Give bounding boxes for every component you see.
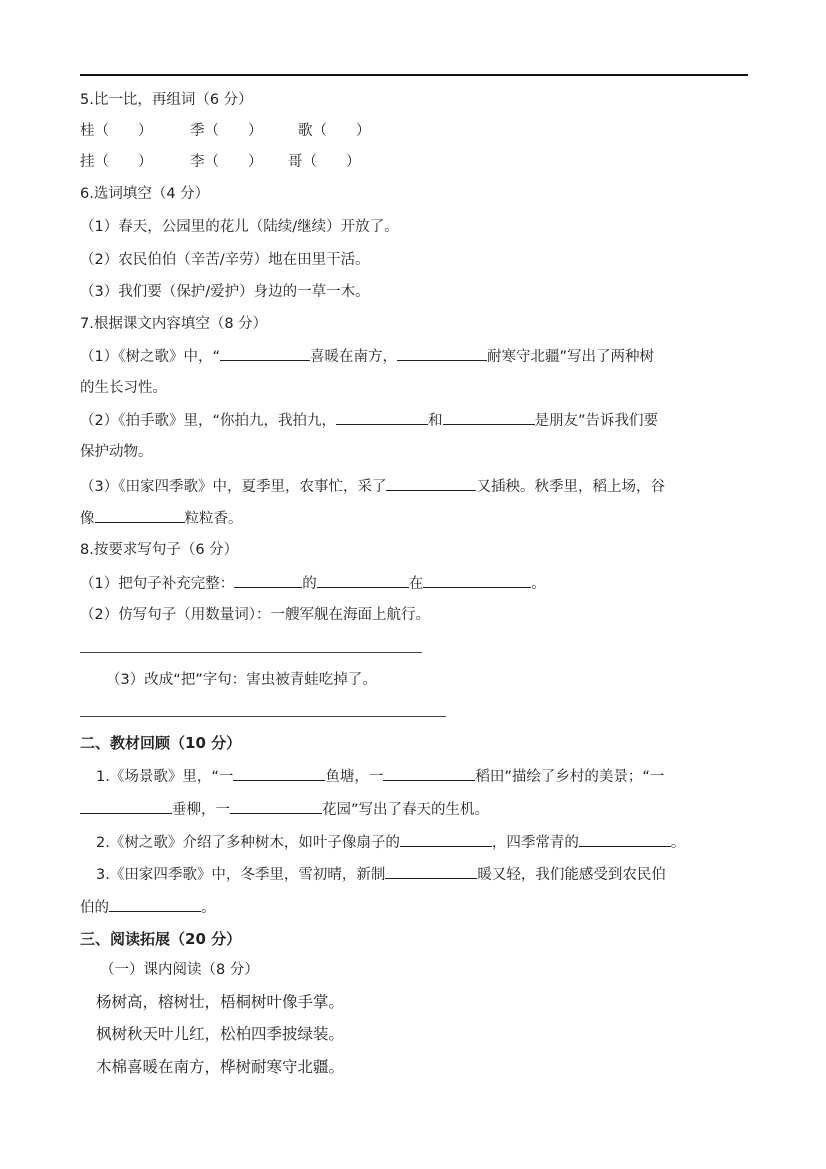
q7-title: 7.根据课文内容填空（8 分） <box>80 316 268 332</box>
q8-item-3: （3）改成“把”字句：害虫被青蛙吃掉了。 <box>106 672 377 688</box>
text: 耐寒守北疆”写出了两种树 <box>487 349 655 365</box>
text: 。 <box>531 576 546 592</box>
q6-title: 6.选词填空（4 分） <box>80 186 210 202</box>
s2-item-1 <box>96 766 664 787</box>
q5-title: 5.比一比，再组词（6 分） <box>80 92 253 108</box>
text: 。 <box>201 900 216 916</box>
poem-line: 木棉喜暖在南方，桦树耐寒守北疆。 <box>96 1058 345 1076</box>
q6-item: （3）我们要（保护/爱护）身边的一草一木。 <box>80 284 370 300</box>
answer-blank[interactable] <box>397 346 487 361</box>
s2-item-3 <box>96 864 666 885</box>
answer-blank[interactable] <box>80 799 172 814</box>
s2-item-1-cont <box>80 799 489 820</box>
q8-item-1 <box>80 573 546 594</box>
char-item: 桂（ ） <box>80 123 153 139</box>
text: 1.《场景歌》里，“一 <box>96 769 234 785</box>
answer-blank[interactable] <box>230 799 322 814</box>
answer-blank[interactable] <box>383 766 475 781</box>
char-item: 挂（ ） <box>80 154 153 170</box>
answer-blank[interactable] <box>109 897 201 912</box>
q5-row2 <box>80 152 361 172</box>
text: 暖又轻，我们能感受到农民伯 <box>477 867 666 883</box>
text: 花园”写出了春天的生机。 <box>322 802 490 818</box>
answer-blank[interactable] <box>233 766 325 781</box>
q5-row1 <box>80 121 371 141</box>
answer-blank[interactable] <box>443 410 535 425</box>
text: 是朋友”告诉我们要 <box>534 413 659 429</box>
text: 像 <box>80 511 95 527</box>
s2-item-3-cont <box>80 897 216 918</box>
q7-item-1 <box>80 346 654 367</box>
q6-item: （1）春天，公园里的花儿（陆续/继续）开放了。 <box>80 219 399 235</box>
answer-blank[interactable] <box>317 573 409 588</box>
char-item: 歌（ ） <box>298 123 371 139</box>
text: 伯的 <box>80 900 109 916</box>
text: （1）把句子补充完整： <box>80 576 235 592</box>
q7-item-3 <box>80 476 665 497</box>
text: 的 <box>302 576 317 592</box>
s2-item-2 <box>96 832 685 853</box>
char-item: 季（ ） <box>190 123 263 139</box>
q8-item-2: （2）仿写句子（用数量词）：一艘军舰在海面上航行。 <box>80 607 430 623</box>
q7-item-3-cont <box>80 508 243 529</box>
text: ，四季常青的 <box>491 835 579 851</box>
text: 在 <box>408 576 424 592</box>
q7-item-2 <box>80 410 658 431</box>
q8-title: 8.按要求写句子（6 分） <box>80 542 239 558</box>
answer-blank[interactable] <box>385 864 477 879</box>
char-item: 李（ ） <box>190 154 263 170</box>
text: （1）《树之歌》中，“ <box>80 349 220 365</box>
answer-blank[interactable] <box>400 832 492 847</box>
poem-line: 杨树高，榕树壮，梧桐树叶像手掌。 <box>96 993 345 1011</box>
answer-blank[interactable] <box>386 476 476 491</box>
text: 粒粒香。 <box>184 511 243 527</box>
text: 又插秧。秋季里，稻上场，谷 <box>476 479 665 495</box>
text: （2）《拍手歌》里，“你拍九，我拍九， <box>80 413 336 429</box>
answer-blank[interactable] <box>579 832 671 847</box>
text: 3.《田家四季歌》中，冬季里，雪初晴，新制 <box>96 867 386 883</box>
text: 。 <box>670 835 686 851</box>
s3-subtitle: （一）课内阅读（8 分） <box>100 962 259 978</box>
text: 喜暖在南方， <box>310 349 397 365</box>
text: 稻田”描绘了乡村的美景；“一 <box>475 769 665 785</box>
text: （3）《田家四季歌》中，夏季里，农事忙，采了 <box>80 479 387 495</box>
section-2-title: 二、教材回顾（10 分） <box>80 734 242 752</box>
answer-blank[interactable] <box>423 573 531 588</box>
text: 鱼塘，一 <box>325 769 384 785</box>
text: 和 <box>428 413 443 429</box>
answer-blank[interactable] <box>220 346 310 361</box>
answer-line[interactable] <box>80 652 422 653</box>
section-3-title: 三、阅读拓展（20 分） <box>80 930 242 948</box>
answer-blank[interactable] <box>336 410 428 425</box>
header-rule <box>80 74 748 76</box>
answer-blank[interactable] <box>95 508 185 523</box>
text: 垂柳，一 <box>172 802 230 818</box>
q7-item-1-cont: 的生长习性。 <box>80 380 167 396</box>
char-item: 哥（ ） <box>288 154 361 170</box>
answer-line[interactable] <box>80 716 446 717</box>
q6-item: （2）农民伯伯（辛苦/辛劳）地在田里干活。 <box>80 252 370 268</box>
q7-item-2-cont: 保护动物。 <box>80 444 153 460</box>
answer-blank[interactable] <box>234 573 302 588</box>
text: 2.《树之歌》介绍了多种树木，如叶子像扇子的 <box>96 835 400 851</box>
poem-line: 枫树秋天叶儿红，松柏四季披绿装。 <box>96 1025 345 1043</box>
